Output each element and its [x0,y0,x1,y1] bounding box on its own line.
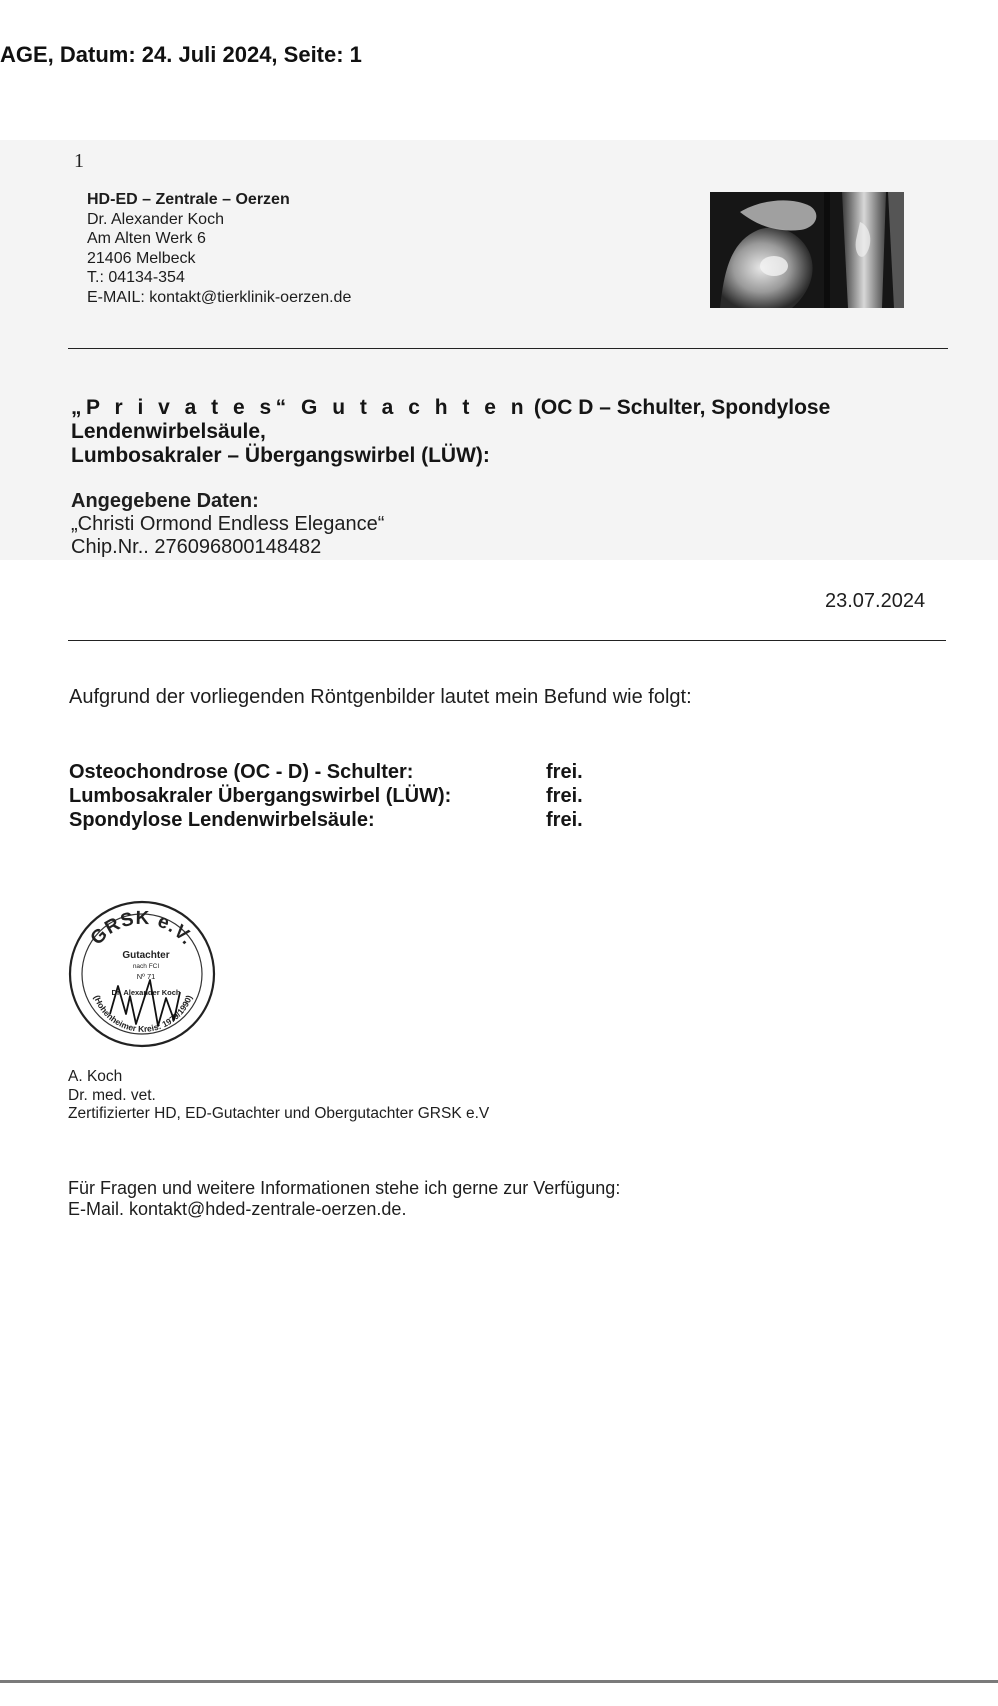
contact-block [68,1178,620,1220]
finding-value: frei. [546,761,583,783]
findings-list [69,760,583,832]
contact-note: Für Fragen und weitere Informationen stehe ich gerne zur Verfügung: [68,1178,621,1198]
report-title-spaced: „P r i v a t e s“ G u t a c h t e n [71,396,529,419]
city-address: 21406 Melbeck [87,249,196,267]
signature-block [68,1068,489,1124]
letterhead [87,190,351,307]
stamp-line-3: Nº 71 [136,972,156,981]
document-header-line: AGE, Datum: 24. Juli 2024, Seite: 1 [0,42,362,67]
grsk-stamp [66,898,218,1050]
stamp-org: GRSK e.V. [86,907,199,950]
finding-label: Spondylose Lendenwirbelsäule: [69,809,375,831]
contact-email: E-Mail. kontakt@hded-zentrale-oerzen.de. [68,1199,407,1219]
xray-image [710,192,904,308]
chip-number: Chip.Nr.. 276096800148482 [71,536,322,558]
page-bottom-edge [0,1680,998,1683]
header-divider [68,348,948,349]
stamp-line-2: nach FCI [132,963,160,970]
document-date: 23.07.2024 [825,590,926,612]
stamp-seal [66,898,218,1050]
date-divider [68,640,946,641]
signer-role: Zertifizierter HD, ED-Gutachter und Obergutachter GRSK e.V [68,1105,490,1122]
given-data-heading: Angegebene Daten: [71,490,259,512]
dog-name: „Christi Ormond Endless Elegance“ [71,513,385,535]
stamp-ring-text: (Hohenheimer Kreis: 1979/1990) [91,993,195,1034]
report-title [71,396,998,468]
report-title-line-2: Lumbosakraler – Übergangswirbel (LÜW): [71,444,490,467]
finding-label: Osteochondrose (OC - D) - Schulter: [69,761,414,783]
stamp-line-1: Gutachter [122,950,170,961]
email-address: E-MAIL: kontakt@tierklinik-oerzen.de [87,288,352,306]
report-title-subject: (OC D – Schulter, Spondylose Lendenwirbelsäule, [71,396,831,443]
given-data [71,490,384,559]
finding-value: frei. [546,809,583,831]
vet-name: Dr. Alexander Koch [87,210,224,228]
finding-value: frei. [546,785,583,807]
signer-name: A. Koch [68,1068,123,1085]
findings-intro: Aufgrund der vorliegenden Röntgenbilder lautet mein Befund wie folgt: [69,686,692,708]
finding-row [69,760,583,784]
report-title-line-1 [71,396,998,444]
street-address: Am Alten Werk 6 [87,230,206,247]
finding-label: Lumbosakraler Übergangswirbel (LÜW): [69,785,452,807]
page-number: 1 [74,150,84,172]
clinic-name: HD-ED – Zentrale – Oerzen [87,191,290,208]
signer-degree: Dr. med. vet. [68,1086,156,1104]
finding-row [69,808,583,832]
phone-number: T.: 04134-354 [87,269,185,286]
xray-thumbnail [710,192,904,308]
finding-row [69,784,583,808]
stamp-line-4: Dr. Alexander Koch [111,988,181,997]
